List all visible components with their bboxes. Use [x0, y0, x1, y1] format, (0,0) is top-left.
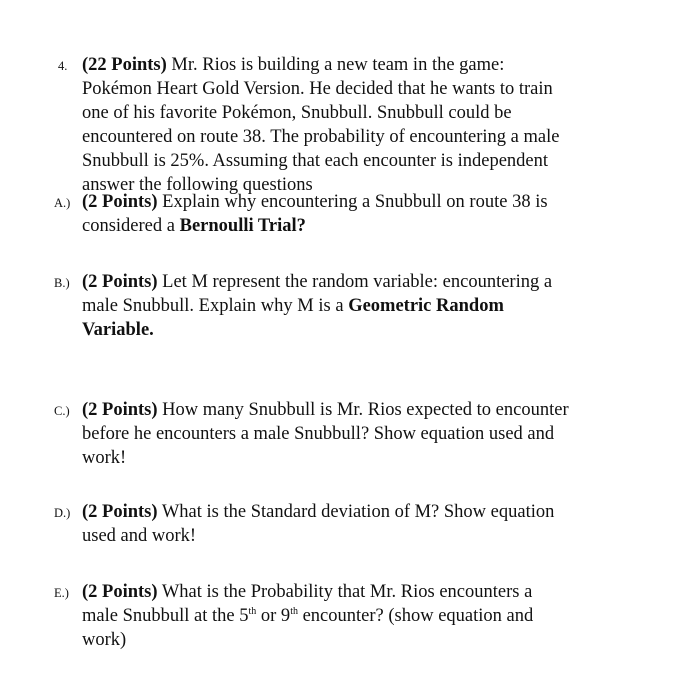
part-c [54, 398, 642, 470]
question-line-3: one of his favorite Pokémon, Snubbull. Snubbull could be [82, 103, 512, 123]
question-line-1 [82, 53, 642, 77]
part-b-line-2 [82, 294, 642, 318]
part-a-line-1 [82, 190, 642, 214]
part-b-bold-term-2: Variable. [82, 320, 154, 340]
part-c-label: C.) [54, 404, 70, 418]
part-b-label: B.) [54, 276, 70, 290]
part-d-line-2: used and work! [82, 526, 197, 546]
part-e-line-1 [82, 580, 642, 604]
question-line-2: Pokémon Heart Gold Version. He decided that he wants to train [82, 79, 553, 99]
question-line-5: Snubbull is 25%. Assuming that each encounter is independent [82, 151, 549, 171]
part-b [54, 270, 642, 342]
part-d-points: (2 Points) [82, 502, 158, 522]
part-c-line-2: before he encounters a male Snubbull? Show equation used and [82, 424, 555, 444]
part-c-line-1 [82, 398, 642, 422]
part-d-line-1 [82, 500, 642, 524]
part-a-points: (2 Points) [82, 192, 158, 212]
part-b-points: (2 Points) [82, 272, 158, 292]
part-e-line-3: work) [82, 630, 127, 650]
part-e-sup-1: th [248, 606, 257, 617]
question-line-6: answer the following questions [82, 175, 313, 195]
part-a-text-1: Explain why encountering a Snubbull on route 38 is [162, 192, 548, 212]
part-a-bold-term: Bernoulli Trial? [179, 216, 306, 236]
part-a [54, 190, 642, 238]
part-e-label: E.) [54, 586, 69, 600]
part-a-line-2 [82, 214, 642, 238]
part-e-line-2 [82, 604, 642, 628]
part-b-line-1 [82, 270, 642, 294]
part-b-line-3 [82, 318, 642, 342]
part-e-text-2a: male Snubbull at the 5 [82, 606, 249, 626]
part-b-text-2: male Snubbull. Explain why M is a [82, 296, 349, 316]
part-e-text-2c: encounter? (show equation and [297, 606, 534, 626]
question-number: 4. [58, 59, 68, 73]
part-b-text-1: Let M represent the random variable: encountering a [162, 272, 553, 292]
question-4 [58, 53, 642, 197]
question-line-4: encountered on route 38. The probability of encountering a male [82, 127, 560, 147]
part-a-label: A.) [54, 196, 71, 210]
question-points: (22 Points) [82, 55, 167, 75]
part-b-bold-term: Geometric Random [348, 296, 504, 316]
question-text-1: Mr. Rios is building a new team in the game: [171, 55, 505, 75]
part-e-points: (2 Points) [82, 582, 158, 602]
part-e-text-2b: or 9 [256, 606, 291, 626]
part-c-line-3: work! [82, 448, 127, 468]
part-d-text-1: What is the Standard deviation of M? Show equation [161, 502, 555, 522]
part-e-text-1: What is the Probability that Mr. Rios encounters a [161, 582, 533, 602]
part-c-points: (2 Points) [82, 400, 158, 420]
part-c-text-1: How many Snubbull is Mr. Rios expected to encounter [162, 400, 569, 420]
part-d [54, 500, 642, 548]
part-e [54, 580, 642, 652]
part-a-text-2: considered a [82, 216, 180, 236]
part-e-sup-2: th [290, 606, 298, 617]
part-d-label: D.) [54, 506, 71, 520]
